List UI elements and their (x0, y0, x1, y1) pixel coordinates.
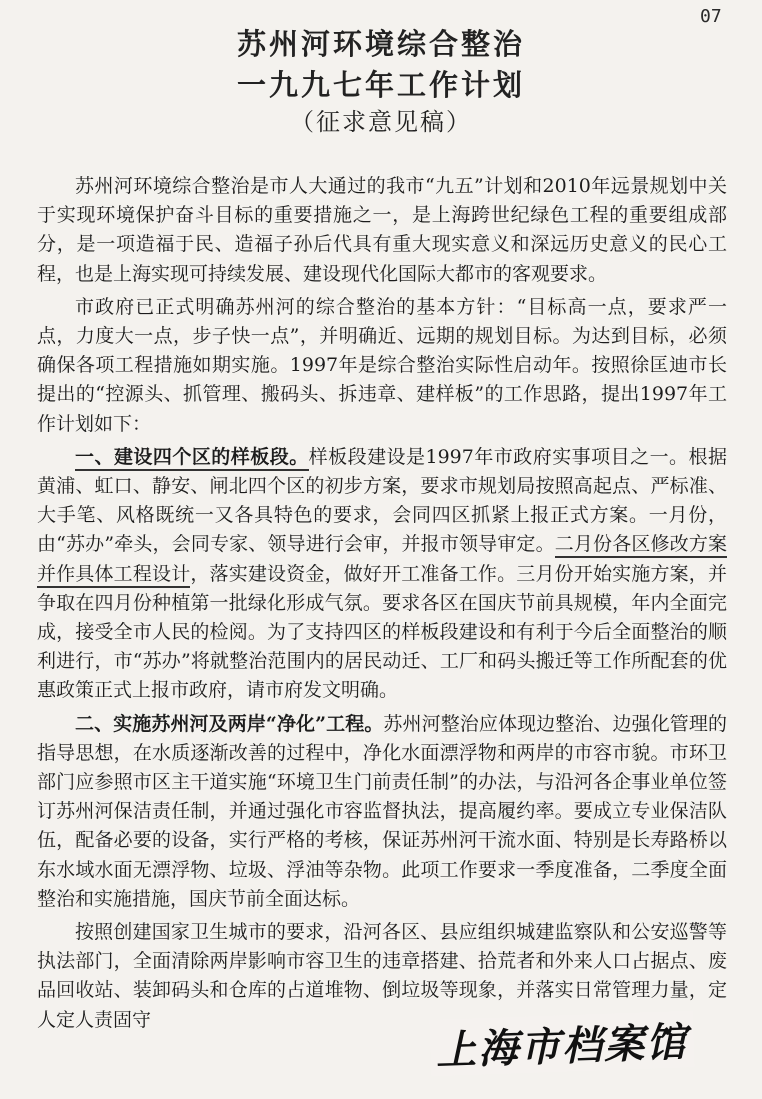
section-two-heading: 二、实施苏州河及两岸“净化”工程。 (75, 712, 384, 735)
document-body (37, 172, 727, 1039)
paragraph-section-one (37, 443, 727, 706)
section-one-text-a: 样板段建设是1997年市政府实事项目之一。根据黄浦、虹口、静安、闸北四个区的初步方案，要求市规划局按照高起点、严标准、大手笔、风格既统一又各具特色的要求，会同四区抓紧上报正式方案。一月份，由“苏办”牵头，会同专家、领导进行会审，并报市领导审定。 (37, 445, 727, 556)
section-one-text-b: ，落实建设资金，做好开工准备工作。三月份开始实施方案，并争取在四月份种植第一批绿化形成气氛。要求各区在国庆节前具规模，年内全面完成，接受全市人民的检阅。为了支持四区的样板段建设和有利于今后全面整治的顺利进行，市“苏办”将就整治范围内的居民动迁、工厂和码头搬迁等工作所配套的优惠政策正式上报市政府，请市府发文明确。 (37, 562, 727, 702)
section-one-heading: 一、建设四个区的样板段。 (75, 446, 309, 471)
document-subtitle: （征求意见稿） (290, 108, 472, 136)
document-title-line1: 苏州河环境综合整治 (236, 27, 525, 61)
page-number: 07 (700, 6, 722, 27)
paragraph-section-two (37, 710, 727, 914)
document-title-line2: 一九九七年工作计划 (236, 68, 525, 102)
paragraph-policy: 市政府已正式明确苏州河的综合整治的基本方针：“目标高一点，要求严一点，力度大一点，步子快一点”，并明确近、远期的规划目标。为达到目标，必须确保各项工程措施如期实施。1997年是综合整治实际性启动年。按照徐匡迪市长提出的“控源头、抓管理、搬码头、拆违章、建样板”的工作思路，提出1997年工作计划如下： (37, 295, 727, 435)
section-one-underlined-text: 二月份各区修改方案并作具体工程设计 (37, 533, 727, 587)
paragraph-enforcement: 按照创建国家卫生城市的要求，沿河各区、县应组织城建监察队和公安巡警等执法部门，全面清除两岸影响市容卫生的违章搭建、拾荒者和外来人口占据点、废品回收站、装卸码头和仓库的占道堆物、倒垃圾等现象，并落实日常管理力量，定人定人责固守 (37, 921, 727, 1031)
archive-stamp: 上海市档案馆 (429, 1010, 695, 1076)
section-two-text: 苏州河整治应体现边整治、边强化管理的指导思想，在水质逐渐改善的过程中，净化水面漂浮物和两岸的市容市貌。市环卫部门应参照市区主干道实施“环境卫生门前责任制”的办法，与沿河各企事业单位签订苏州河保洁责任制，并通过强化市容监督执法，提高履约率。要成立专业保洁队伍，配备必要的设备，实行严格的考核，保证苏州河干流水面、特别是长寿路桥以东水域水面无漂浮物、垃圾、浮油等杂物。此项工作要求一季度准备，二季度全面整治和实施措施，国庆节前全面达标。 (37, 712, 727, 910)
paragraph-intro: 苏州河环境综合整治是市人大通过的我市“九五”计划和2010年远景规划中关于实现环境保护奋斗目标的重要措施之一，是上海跨世纪绿色工程的重要组成部分，是一项造福于民、造福子孙后代具有重大现实意义和深远历史意义的民心工程，也是上海实现可持续发展、建设现代化国际大都市的客观要求。 (37, 175, 727, 285)
